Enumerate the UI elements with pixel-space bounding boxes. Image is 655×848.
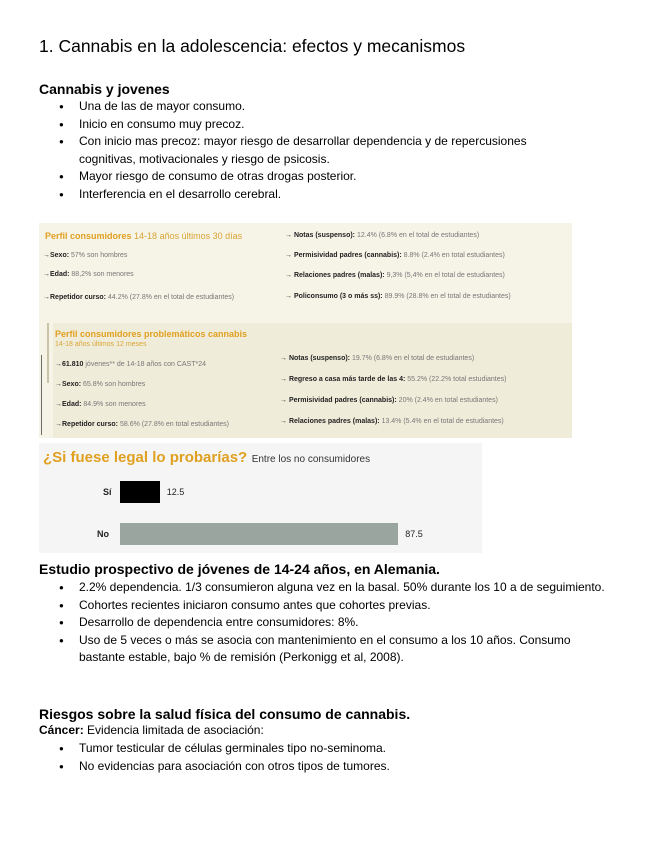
section-heading-cannabis-jovenes: Cannabis y jovenes (39, 81, 170, 97)
profile-panel (39, 223, 572, 438)
list-item: ● Uso de 5 veces o más se asocia con mantenimiento en el consumo a los 10 años. Consumo bastante estable, bajo % de remisión (Perkonigg et al, 2008). (59, 632, 619, 667)
cancer-line: Cáncer: Evidencia limitada de asociación: (39, 723, 264, 737)
profile-right-row: → Relaciones padres (malas): 9,3% (5,4% en el total de estudiantes) (285, 272, 505, 279)
decorative-line (41, 355, 42, 435)
list-item: ● 2.2% dependencia. 1/3 consumieron alguna vez en la basal. 50% durante los 10 a de seguimiento. (59, 579, 619, 597)
legal-try-chart (39, 443, 482, 553)
chart-bar-si (120, 481, 160, 503)
problematic-right-row: → Relaciones padres (malas): 13.4% (5.4% en el total de estudiantes) (280, 418, 504, 425)
profile-right-row: → Notas (suspenso): 12.4% (6.8% en el total de estudiantes) (285, 232, 480, 239)
list-item: ● Mayor riesgo de consumo de otras drogas posterior. (59, 168, 579, 186)
problematic-right-row: → Regreso a casa más tarde de las 4: 55.2% (22.2% total estudiantes) (280, 376, 507, 383)
decorative-line (47, 323, 49, 383)
section-heading-riesgos: Riesgos sobre la salud física del consumo de cannabis. (39, 706, 411, 722)
problematic-left-row: →61.810 jóvenes** de 14-18 años con CAST*24 (55, 361, 207, 368)
problematic-panel-title: Perfil consumidores problemáticos cannabis (55, 329, 248, 339)
list-item: ● Interferencia en el desarrollo cerebral. (59, 186, 579, 204)
profile-right-row: → Permisividad padres (cannabis): 8.8% (2.4% en total estudiantes) (285, 252, 505, 259)
chart-category-label: Sí (103, 487, 112, 497)
problematic-left-row: →Repetidor curso: 58.6% (27.8% en total estudiantes) (55, 421, 229, 428)
chart-bar-no (120, 523, 398, 545)
bullet-list-cannabis-jovenes (59, 98, 579, 204)
profile-left-row: →Repetidor curso: 44.2% (27.8% en el total de estudiantes) (43, 294, 235, 301)
list-item: ● Una de las de mayor consumo. (59, 98, 579, 116)
profile-panel-title: Perfil consumidores 14-18 años últimos 30 días (45, 231, 243, 241)
chart-category-label: No (97, 529, 109, 539)
bullet-list-cancer (59, 740, 619, 775)
problematic-left-row: →Sexo: 65.8% son hombres (55, 381, 146, 388)
page-title: 1. Cannabis en la adolescencia: efectos y mecanismos (39, 36, 466, 56)
list-item: ● Inicio en consumo muy precoz. (59, 116, 579, 134)
problematic-panel-subtitle: 14-18 años últimos 12 meses (55, 341, 147, 348)
profile-right-row: → Policonsumo (3 o más ss): 89.9% (28.8% en el total de estudiantes) (285, 293, 511, 300)
list-item: ● Con inicio mas precoz: mayor riesgo de desarrollar dependencia y de repercusiones cognitivas, motivacionales y riesgo de psicosis. (59, 133, 579, 168)
list-item: ● No evidencias para asociación con otros tipos de tumores. (59, 758, 619, 776)
bullet-list-estudio (59, 579, 619, 667)
profile-left-row: →Sexo: 57% son hombres (43, 252, 128, 259)
section-heading-estudio: Estudio prospectivo de jóvenes de 14-24 años, en Alemania. (39, 561, 440, 577)
problematic-left-row: →Edad: 84.9% son menores (55, 401, 146, 408)
list-item: ● Cohortes recientes iniciaron consumo antes que cohortes previas. (59, 597, 619, 615)
problematic-right-row: → Permisividad padres (cannabis): 20% (2.4% en total estudiantes) (280, 397, 498, 404)
chart-title: ¿Si fuese legal lo probarías? Entre los no consumidores (43, 449, 371, 466)
problematic-profile-panel (53, 323, 572, 438)
chart-value-label: 87.5 (405, 529, 423, 539)
list-item: ● Tumor testicular de células germinales tipo no-seminoma. (59, 740, 619, 758)
list-item: ● Desarrollo de dependencia entre consumidores: 8%. (59, 614, 619, 632)
problematic-right-row: → Notas (suspenso): 19.7% (6.8% en el total de estudiantes) (280, 355, 475, 362)
chart-value-label: 12.5 (166, 487, 185, 497)
profile-left-row: →Edad: 88,2% son menores (43, 271, 134, 278)
